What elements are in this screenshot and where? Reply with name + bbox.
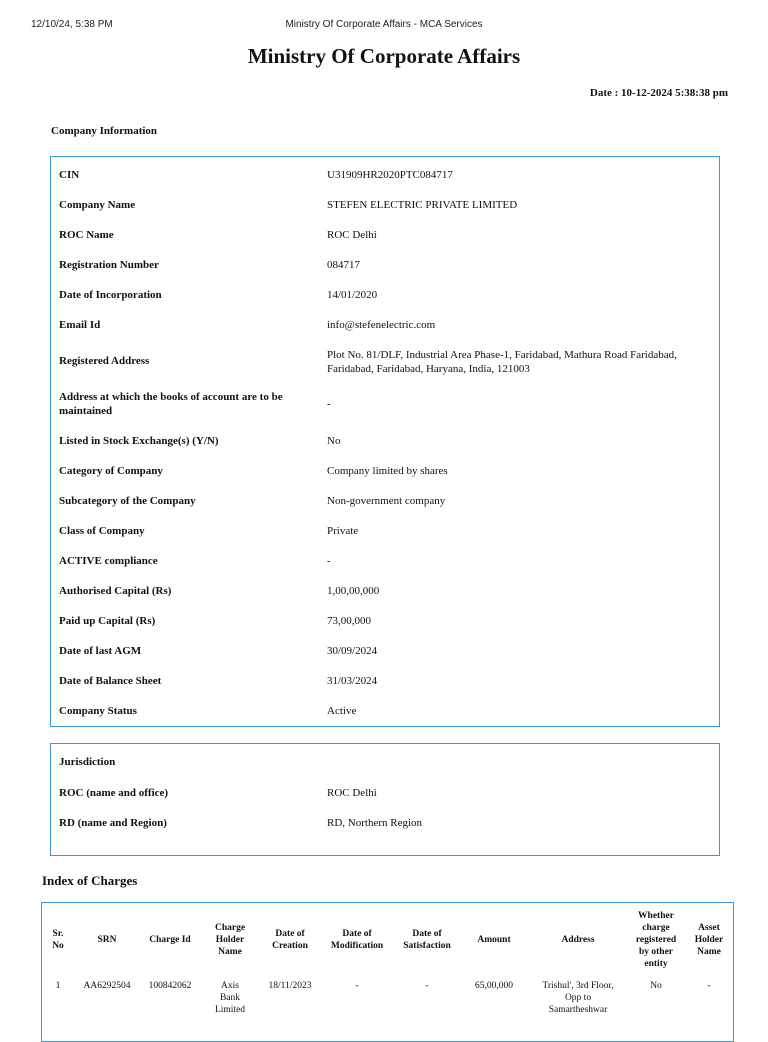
column-header: SRN <box>97 935 117 945</box>
table-cell: AA6292504 <box>83 981 131 991</box>
column-header: Date of Modification <box>330 929 384 951</box>
info-label: ROC Name <box>59 229 114 241</box>
column-header: Date of Creation <box>272 929 308 951</box>
info-value: Plot No. 81/DLF, Industrial Area Phase-1, Faridabad, Mathura Road Faridabad, Faridabad, Faridabad, Haryana, India, 121003 <box>327 349 677 375</box>
info-value: STEFEN ELECTRIC PRIVATE LIMITED <box>327 199 518 211</box>
info-label: Address at which the books of account are to be maintained <box>59 391 283 417</box>
table-cell: 65,00,000 <box>475 981 513 991</box>
info-label: Registration Number <box>59 259 159 271</box>
info-value: info@stefenelectric.com <box>327 319 436 331</box>
info-label: CIN <box>59 169 80 181</box>
column-header: Amount <box>477 935 511 945</box>
info-value: - <box>327 555 331 567</box>
jurisdiction-label: RD (name and Region) <box>59 817 167 829</box>
table-cell: - <box>707 981 711 991</box>
info-label: Authorised Capital (Rs) <box>59 585 172 597</box>
column-header: Sr. No <box>52 929 64 951</box>
info-value: 31/03/2024 <box>327 675 378 687</box>
info-value: 30/09/2024 <box>327 645 378 657</box>
table-cell: 18/11/2023 <box>268 981 312 991</box>
info-value: No <box>327 435 341 447</box>
table-cell: - <box>355 981 359 991</box>
info-label: Date of Balance Sheet <box>59 675 162 687</box>
page-title: Ministry Of Corporate Affairs <box>247 44 521 68</box>
print-datetime: 12/10/24, 5:38 PM <box>31 19 113 30</box>
info-value: U31909HR2020PTC084717 <box>327 169 453 181</box>
info-value: 084717 <box>327 259 360 271</box>
info-value: - <box>327 398 331 410</box>
info-label: Date of last AGM <box>59 645 142 657</box>
charges-table <box>41 902 734 1042</box>
info-label: Listed in Stock Exchange(s) (Y/N) <box>59 435 219 447</box>
jurisdiction-value: ROC Delhi <box>327 787 377 799</box>
info-value: Non-government company <box>327 495 446 507</box>
table-cell: - <box>425 981 429 991</box>
print-page-title: Ministry Of Corporate Affairs - MCA Services <box>285 19 483 30</box>
report-date: Date : 10-12-2024 5:38:38 pm <box>589 87 728 99</box>
table-cell: Trishul', 3rd Floor, Opp to Samartheshwar <box>542 981 614 1015</box>
info-label: ACTIVE compliance <box>59 555 158 567</box>
info-label: Subcategory of the Company <box>59 495 196 507</box>
column-header: Charge Holder Name <box>214 923 246 957</box>
info-value: Active <box>327 705 357 717</box>
info-value: 73,00,000 <box>327 615 371 627</box>
table-cell: 1 <box>55 981 61 991</box>
table-cell: No <box>650 981 662 991</box>
info-label: Email Id <box>59 319 101 331</box>
column-header: Whether charge registered by other entity <box>635 911 677 969</box>
company-info-box <box>50 156 720 727</box>
info-value: Company limited by shares <box>327 465 448 477</box>
jurisdiction-value: RD, Northern Region <box>327 817 423 829</box>
info-label: Class of Company <box>59 525 145 537</box>
column-header: Charge Id <box>149 935 191 945</box>
info-value: ROC Delhi <box>327 229 377 241</box>
column-header: Asset Holder Name <box>694 923 724 957</box>
column-header: Date of Satisfaction <box>403 929 451 951</box>
jurisdiction-label: ROC (name and office) <box>59 787 169 799</box>
info-value: 14/01/2020 <box>327 289 378 301</box>
info-label: Registered Address <box>59 355 150 367</box>
info-label: Company Status <box>59 705 137 717</box>
jurisdiction-heading: Jurisdiction <box>59 756 116 768</box>
column-header: Address <box>561 935 595 945</box>
info-label: Company Name <box>59 199 136 211</box>
info-label: Paid up Capital (Rs) <box>59 615 156 627</box>
info-label: Category of Company <box>59 465 163 477</box>
charges-heading: Index of Charges <box>42 873 138 888</box>
info-value: 1,00,00,000 <box>327 585 380 597</box>
company-info-heading: Company Information <box>51 125 158 137</box>
info-value: Private <box>327 525 359 537</box>
jurisdiction-box <box>50 743 720 856</box>
table-cell: 100842062 <box>148 981 192 991</box>
table-cell: Axis Bank Limited <box>214 981 246 1015</box>
info-label: Date of Incorporation <box>59 289 162 301</box>
